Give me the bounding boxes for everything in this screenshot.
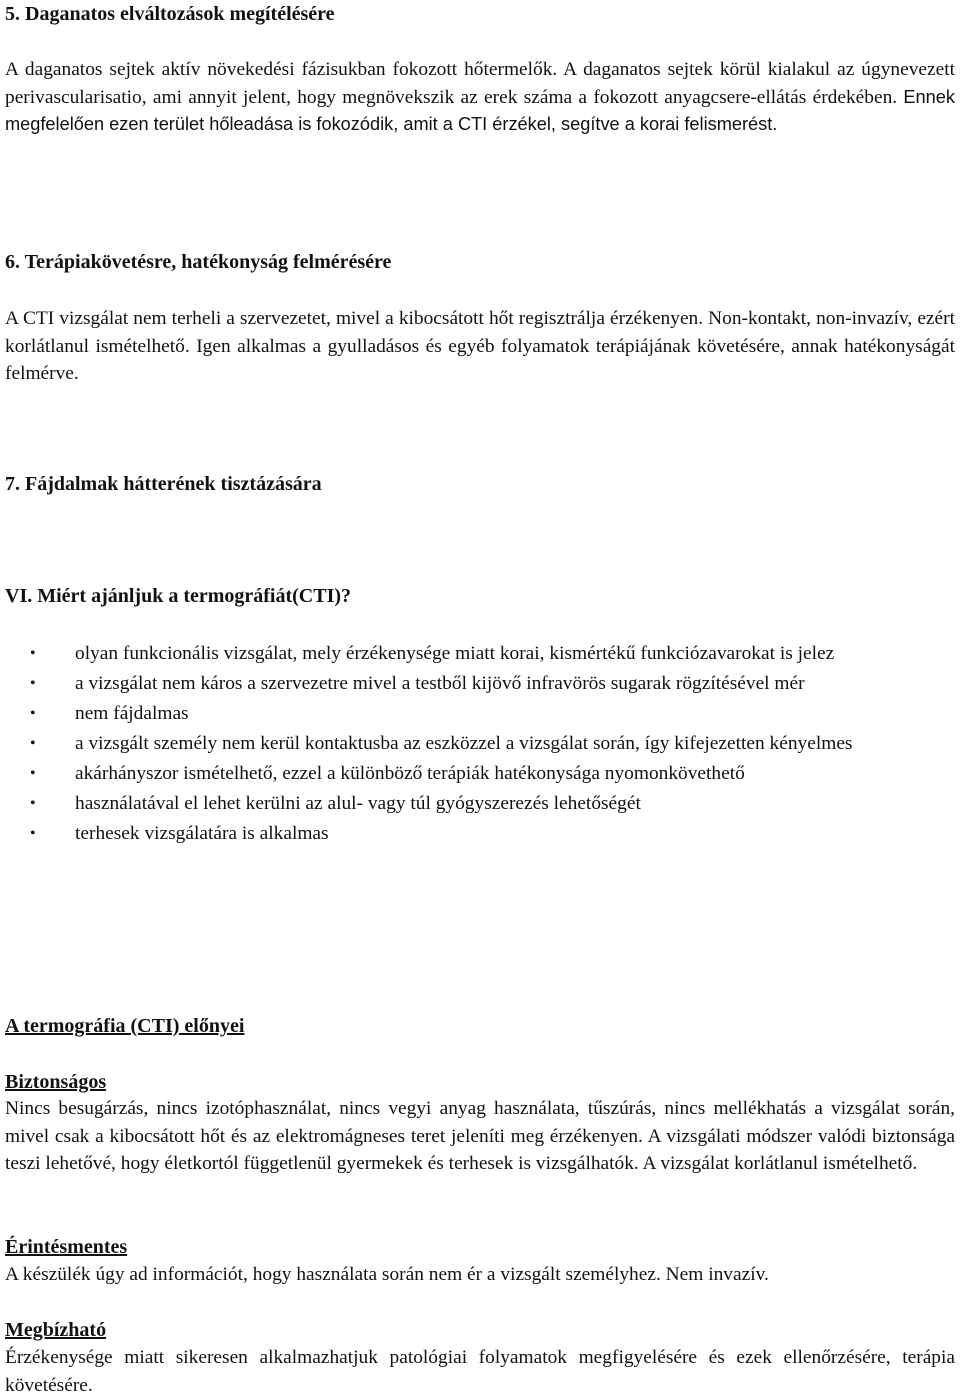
bullet-icon: • [30, 705, 36, 722]
list-item-text: nem fájdalmas [75, 703, 189, 724]
bullet-icon: • [30, 675, 36, 692]
list-item [5, 730, 955, 758]
list-item-text: terhesek vizsgálatára is alkalmas [75, 823, 329, 844]
list-item [5, 790, 955, 818]
section-5-paragraph-sans: Ennek megfelelően ezen terület hőleadása is fokozódik, amit a CTI érzékel, segítve a korai felismerést. [5, 86, 955, 134]
section-6-heading: 6. Terápiakövetésre, hatékonyság felmérésére [5, 251, 392, 273]
bullet-icon: • [30, 765, 36, 782]
bullet-icon: • [30, 645, 36, 662]
bullet-icon: • [30, 735, 36, 752]
section-vi-heading: VI. Miért ajánljuk a termográfiát(CTI)? [5, 585, 352, 607]
advantages-heading: A termográfia (CTI) előnyei [5, 1015, 245, 1037]
section-7-heading: 7. Fájdalmak hátterének tisztázására [5, 473, 322, 495]
reasons-list [5, 640, 955, 850]
bullet-icon: • [30, 825, 36, 842]
section-5-paragraph-serif: A daganatos sejtek aktív növekedési fázisukban fokozott hőtermelők. A daganatos sejtek körül kialakul az úgynevezett perivascularisatio, ami annyit jelent, hogy megnövekszik az erek száma a fokozott anyagcsere-ellátás érdekében. [5, 59, 955, 108]
list-item-text: akárhányszor ismételhető, ezzel a különböző terápiák hatékonysága nyomonkövethető [75, 763, 745, 784]
advantage-title-contactless: Érintésmentes [5, 1236, 128, 1258]
advantage-title-reliable: Megbízható [5, 1319, 107, 1341]
list-item [5, 700, 955, 728]
list-item [5, 640, 955, 668]
bullet-icon: • [30, 795, 36, 812]
list-item [5, 820, 955, 848]
list-item [5, 760, 955, 788]
advantage-text-reliable: Érzékenysége miatt sikeresen alkalmazhatjuk patológiai folyamatok megfigyelésére és ezek ellenőrzésére, terápia követésére. [5, 1347, 955, 1396]
list-item-text: olyan funkcionális vizsgálat, mely érzékenysége miatt korai, kismértékű funkciózavarokat is jelez [75, 643, 835, 664]
list-item-text: a vizsgált személy nem kerül kontaktusba az eszközzel a vizsgálat során, így kifejezetten kényelmes [75, 733, 853, 754]
section-5-paragraph [5, 56, 955, 139]
list-item-text: a vizsgálat nem káros a szervezetre mivel a testből kijövő infravörös sugarak rögzítésével mér [75, 673, 805, 694]
section-5-heading: 5. Daganatos elváltozások megítélésére [5, 3, 335, 25]
section-6-paragraph: A CTI vizsgálat nem terheli a szervezetet, mivel a kibocsátott hőt regisztrálja érzékenyen. Non-kontakt, non-invazív, ezért korlátlanul ismételhető. Igen alkalmas a gyulladásos és egyéb folyamatok terápiájának követésére, annak hatékonyságát felmérve. [5, 308, 955, 384]
advantage-text-contactless: A készülék úgy ad információt, hogy használata során nem ér a vizsgált személyhez. Nem invazív. [5, 1264, 769, 1285]
list-item-text: használatával el lehet kerülni az alul- vagy túl gyógyszerezés lehetőségét [75, 793, 641, 814]
advantage-title-safe: Biztonságos [5, 1071, 107, 1093]
advantage-text-safe: Nincs besugárzás, nincs izotóphasználat, nincs vegyi anyag használata, tűszúrás, nincs mellékhatás a vizsgálat során, mivel csak a kibocsátott hőt és az elektromágneses teret jeleníti meg érzékenyen. A vizsgálati módszer valódi biztonsága teszi lehetővé, hogy életkortól függetlenül gyermekek és terhesek is vizsgálhatók. A vizsgálat korlátlanul ismételhető. [5, 1098, 955, 1174]
list-item [5, 670, 955, 698]
